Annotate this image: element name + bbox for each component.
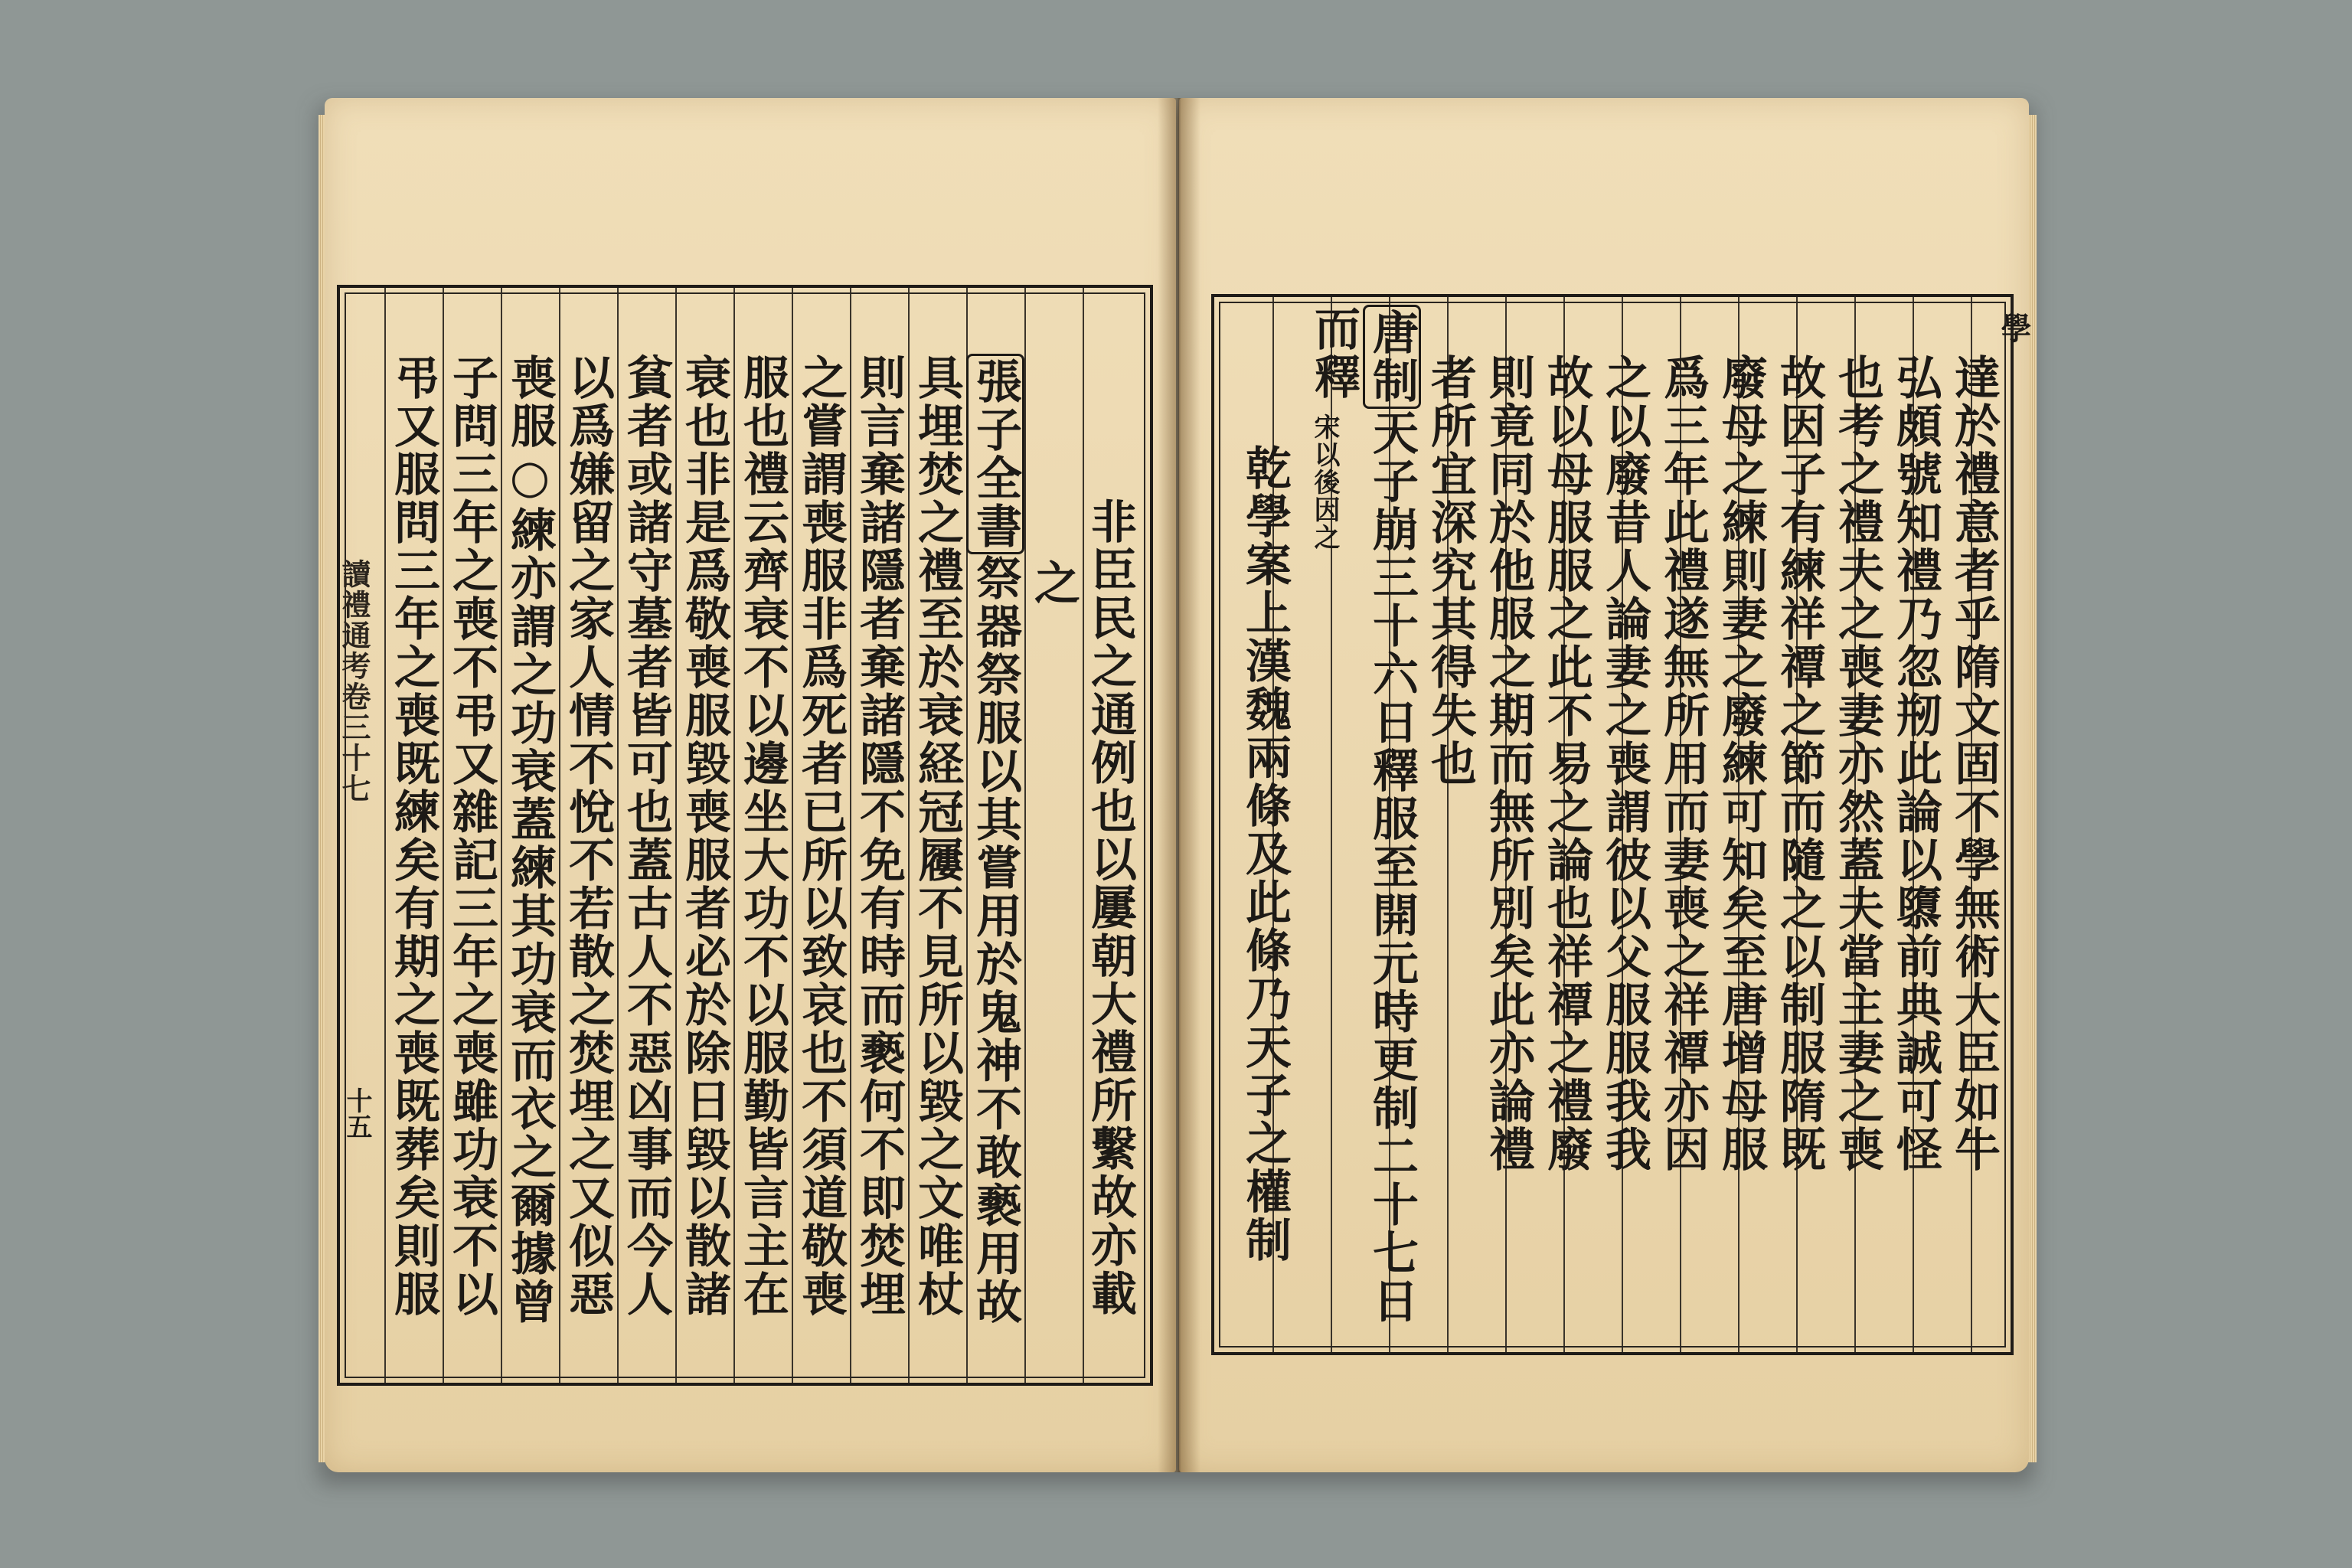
right-column-3: 也考之禮夫之喪妻亦然蓋夫當主妻之喪 [1831, 354, 1884, 1174]
left-column-10: 以爲嫌留之家人情不悅不若散之焚埋之又似惡 [561, 354, 615, 1318]
left-margin-title: 讀禮通考卷三十七 [337, 559, 371, 804]
right-column-12: 而釋 [1307, 305, 1361, 401]
tang-system-label: 唐制 [1363, 305, 1421, 409]
tang-system-text: 天子崩三十六日釋服至開元時更制二十七日 [1365, 409, 1419, 1325]
left-column-6: 之嘗謂喪服非爲死者已所以致哀也不須道敬喪 [794, 354, 848, 1318]
left-folio-number: 十五 [341, 1087, 372, 1139]
right-column-10: 者所宜深究其得失也 [1423, 354, 1477, 788]
left-column-4: 具埋焚之禮至於衰経冠屨不見所以毀之文唯杖 [910, 354, 964, 1318]
left-column-2: 之 [1027, 559, 1080, 607]
right-column-4: 故因子有練祥禫之節而隨之以制服隋既 [1772, 354, 1826, 1174]
right-column-8: 故以母服服之此不易之論也祥禫之禮廢 [1540, 354, 1593, 1174]
right-column-1: 達於禮意者乎隋文固不學無術大臣如牛 [1947, 354, 2001, 1174]
left-column-3-text: 祭器祭服以其嘗用於鬼神不敢褻用故 [969, 554, 1022, 1326]
right-column-7: 之以廢昔人論妻之喪謂彼以父服服我我 [1598, 354, 1651, 1174]
left-column-11: 喪服○練亦謂之功衰蓋練其功衰而衣之爾據曾 [503, 354, 557, 1326]
right-column-9: 則竟同於他服之期而無所別矣此亦論禮 [1481, 354, 1535, 1174]
right-column-5: 廢母之練則妻之廢練可知矣至唐增母服 [1714, 354, 1768, 1174]
left-column-9: 貧者或諸守墓者皆可也蓋古人不惡凶事而今人 [619, 354, 673, 1318]
right-column-6: 爲三年此禮遂無所用而妻喪之祥禫亦因 [1656, 354, 1710, 1174]
right-edge-character: 學 [1996, 312, 2032, 343]
author-label: 張子全書 [966, 354, 1024, 554]
right-column-2: 弘頗號知禮乃忽剏此論以隳前典誠可怪 [1889, 354, 1942, 1174]
left-column-8: 衰也非是爲敬喪服毀喪服者必於除日毀以散諸 [678, 354, 731, 1318]
book-gutter [1158, 98, 1200, 1472]
left-column-12: 子問三年之喪不弔又雜記三年之喪雖功衰不以 [445, 354, 498, 1318]
small-annotation: 宋以後因之 [1309, 413, 1340, 551]
left-column-7: 服也禮云齊衰不以邊坐大功不以服勤皆言主在 [736, 354, 789, 1318]
left-column-3 [968, 354, 1023, 1326]
left-column-1: 非臣民之通例也以屢朝大禮所繫故亦載 [1083, 498, 1137, 1318]
right-column-13: 乾學案上漢魏兩條及此條乃天子之權制 [1238, 444, 1292, 1264]
left-column-13: 弔又服問三年之喪既練矣有期之喪既葬矣則服 [387, 354, 440, 1318]
right-column-11 [1364, 305, 1419, 1325]
left-column-5: 則言棄諸隱者棄諸隱不免有時而褻何不即焚埋 [852, 354, 906, 1318]
